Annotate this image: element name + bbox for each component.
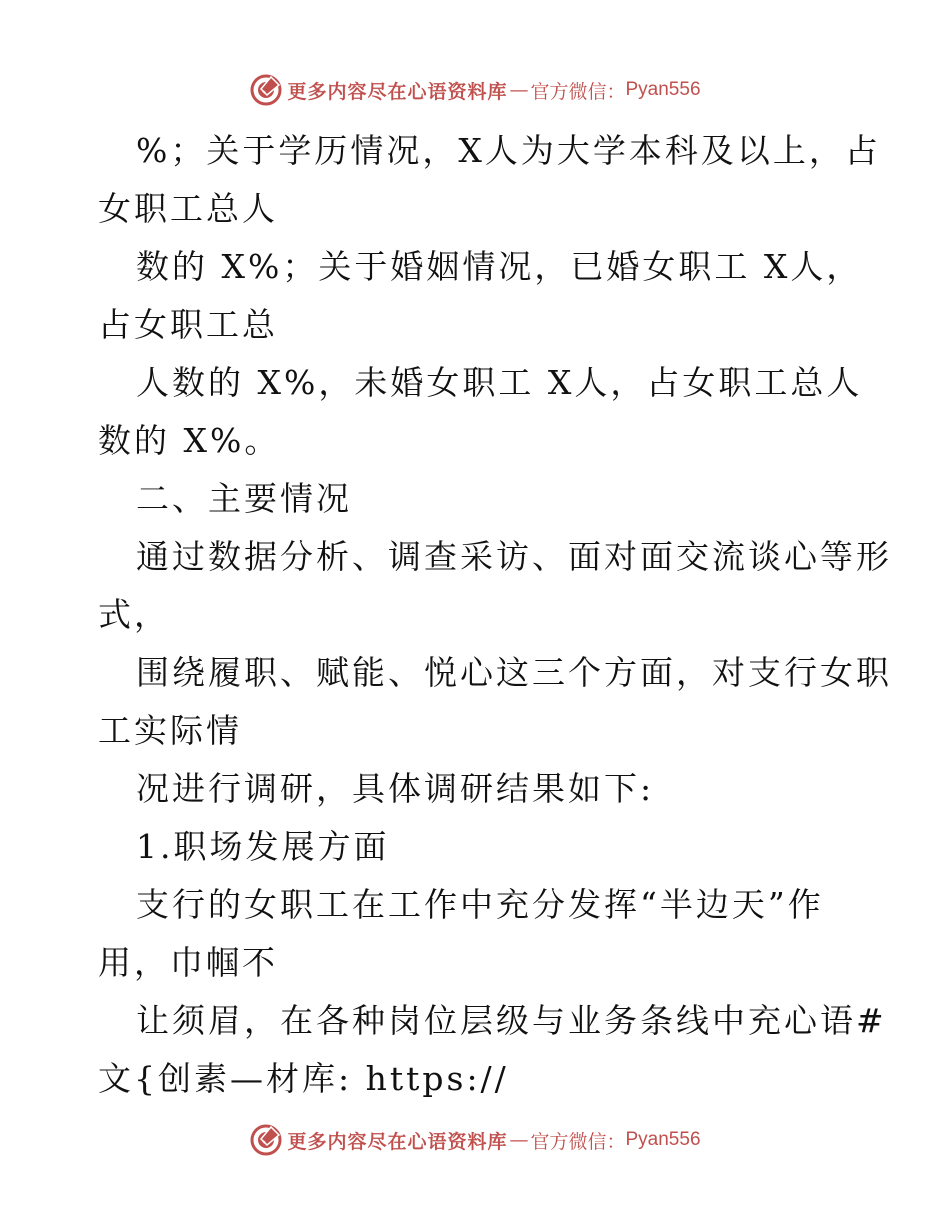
body-line: 数的 X%；关于婚姻情况，已婚女职工 X人，	[136, 247, 863, 286]
body-line: %；关于学历情况，X人为大学本科及以上，占	[136, 131, 881, 170]
body-line: 数的 X%。	[98, 421, 281, 460]
body-line: 况进行调研，具体调研结果如下:	[136, 769, 655, 808]
banner-text: 更多内容尽在心语资料库	[287, 1130, 508, 1153]
body-line: 人数的 X%，未婚女职工 X人，占女职工总人	[136, 363, 863, 402]
document-body	[98, 122, 892, 1108]
body-line: 让须眉，在各种岗位层级与业务条线中充心语#	[136, 1001, 887, 1040]
banner-separator: —	[509, 1129, 529, 1151]
footer-banner	[0, 1120, 950, 1160]
banner-text: 更多内容尽在心语资料库	[287, 80, 508, 103]
body-line: 围绕履职、赋能、悦心这三个方面，对支行女职	[136, 653, 892, 692]
header-banner	[0, 70, 950, 110]
body-line: 占女职工总	[98, 305, 278, 344]
section-heading: 二、主要情况	[136, 479, 352, 518]
pen-logo-icon	[249, 1123, 283, 1157]
banner-wechat-label: 官方微信：	[530, 80, 626, 103]
body-line: 文{创素—材库: https://	[98, 1059, 509, 1098]
banner-separator: —	[509, 79, 529, 101]
pen-logo-icon	[249, 73, 283, 107]
body-line: 用，巾帼不	[98, 943, 278, 982]
body-line: 通过数据分析、调查采访、面对面交流谈心等形	[136, 537, 892, 576]
banner-wechat-label: 官方微信：	[530, 1130, 626, 1153]
body-line: 女职工总人	[98, 189, 278, 228]
body-line: 支行的女职工在工作中充分发挥“半边天”作	[136, 885, 824, 924]
body-line: 工实际情	[98, 711, 242, 750]
banner-wechat-id: Pyan556	[625, 79, 701, 100]
banner-wechat-id: Pyan556	[625, 1129, 701, 1150]
subsection-heading: 1.职场发展方面	[136, 827, 390, 866]
body-line: 式，	[98, 595, 170, 634]
